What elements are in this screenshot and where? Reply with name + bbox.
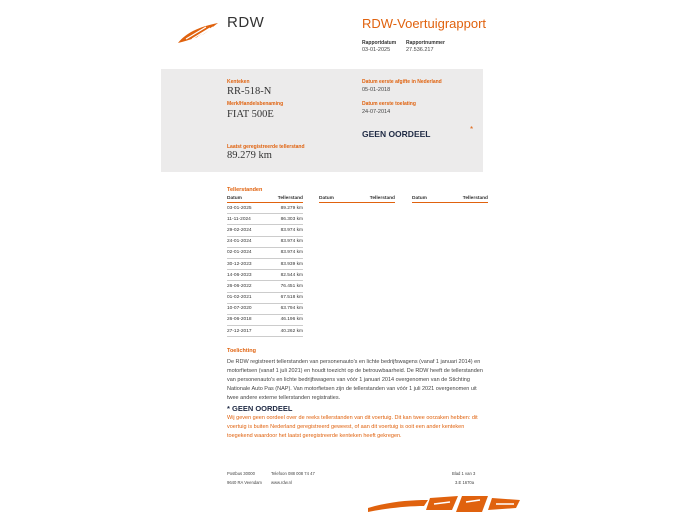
table-row bbox=[227, 258, 303, 269]
row-reading: 40.262 km bbox=[264, 326, 303, 337]
report-title: RDW-Voertuigrapport bbox=[362, 16, 487, 31]
report-number-label: Rapportnummer bbox=[406, 40, 445, 46]
rdw-logo-icon bbox=[176, 21, 220, 45]
verdict-value: GEEN OORDEEL bbox=[362, 129, 431, 139]
footer-web: www.rdw.nl bbox=[271, 480, 292, 485]
odometer-table bbox=[227, 195, 303, 337]
last-odo-label: Laatst geregistreerde tellerstand bbox=[227, 144, 305, 150]
table-row bbox=[227, 236, 303, 247]
first-nl-value: 05-01-2018 bbox=[362, 87, 391, 93]
report-date: 03-01-2025 bbox=[362, 47, 391, 53]
col-reading-header: Tellerstand bbox=[440, 195, 488, 203]
make-label: Merk/Handelsbenaming bbox=[227, 101, 284, 107]
table-row bbox=[227, 270, 303, 281]
footer-city: 9640 RA Veendam bbox=[227, 480, 262, 485]
col-reading-header: Tellerstand bbox=[347, 195, 395, 203]
row-reading: 46.196 km bbox=[264, 314, 303, 325]
odometer-header-row bbox=[227, 195, 303, 203]
verdict-star: * bbox=[470, 125, 474, 134]
row-reading: 83.974 km bbox=[264, 247, 303, 258]
col-reading-header: Tellerstand bbox=[264, 195, 303, 203]
row-date: 24-01-2024 bbox=[227, 236, 264, 247]
row-reading: 83.974 km bbox=[264, 225, 303, 236]
table-row bbox=[227, 303, 303, 314]
col-date-header: Datum bbox=[227, 195, 264, 203]
col-date-header: Datum bbox=[319, 195, 347, 203]
footer-page: Blad 1 van 3 bbox=[452, 471, 476, 476]
odometer-header-row bbox=[412, 195, 488, 203]
verdict-line: Wij geven geen oordeel over de reeks tellerstanden van dit voertuig. Dit kan twee oorzaken hebben: dit bbox=[227, 415, 478, 421]
row-date: 01-02-2021 bbox=[227, 292, 264, 303]
table-row bbox=[227, 326, 303, 337]
table-row bbox=[227, 203, 303, 214]
report-number: 27.536.217 bbox=[406, 47, 434, 53]
footer-swoosh-icon bbox=[368, 494, 528, 514]
odometer-title: Tellerstanden bbox=[227, 187, 263, 193]
verdict-heading: * GEEN OORDEEL bbox=[227, 404, 293, 413]
table-row bbox=[227, 292, 303, 303]
row-date: 03-01-2025 bbox=[227, 203, 264, 214]
plate-value: RR-518-N bbox=[227, 86, 272, 97]
row-reading: 63.794 km bbox=[264, 303, 303, 314]
plate-label: Kenteken bbox=[227, 79, 250, 85]
odometer-table-col2 bbox=[319, 195, 395, 203]
odometer-table-col3 bbox=[412, 195, 488, 203]
row-date: 30-12-2023 bbox=[227, 258, 264, 269]
verdict-line: toegekend waardoor het laatst geregistreerde kenteken heeft gekregen. bbox=[227, 433, 402, 439]
report-date-label: Rapportdatum bbox=[362, 40, 397, 46]
table-row bbox=[227, 281, 303, 292]
row-date: 29-02-2024 bbox=[227, 225, 264, 236]
table-row bbox=[227, 314, 303, 325]
footer-phone: Telefoon 088 008 74 47 bbox=[271, 471, 315, 476]
row-reading: 89.279 km bbox=[264, 203, 303, 214]
explanation-line: twee andere externe tellerstanden registraties. bbox=[227, 395, 341, 401]
brand-name: RDW bbox=[227, 14, 265, 31]
explanation-line: Nationale Auto Pas (NAP). Van motorfietsen zijn de tellerstanden van vóór 1 juli 2021 overgenomen uit bbox=[227, 386, 477, 392]
table-row bbox=[227, 247, 303, 258]
row-date: 10-07-2020 bbox=[227, 303, 264, 314]
row-date: 27-12-2017 bbox=[227, 326, 264, 337]
last-odo-value: 89.279 km bbox=[227, 150, 272, 161]
row-reading: 83.939 km bbox=[264, 258, 303, 269]
row-reading: 76.451 km bbox=[264, 281, 303, 292]
table-row bbox=[227, 214, 303, 225]
row-reading: 82.544 km bbox=[264, 270, 303, 281]
first-admission-value: 24-07-2014 bbox=[362, 109, 391, 115]
verdict-explanation bbox=[227, 414, 487, 441]
explanation-line: De RDW registreert tellerstanden van personenauto's en lichte bedrijfswagens (vanaf 1 januari 2014) en bbox=[227, 359, 481, 365]
make-value: FIAT 500E bbox=[227, 109, 274, 120]
footer-postbus: Postbus 30000 bbox=[227, 471, 255, 476]
first-admission-label: Datum eerste toelating bbox=[362, 101, 416, 107]
row-date: 02-01-2024 bbox=[227, 247, 264, 258]
row-reading: 86.303 km bbox=[264, 214, 303, 225]
row-date: 11-11-2024 bbox=[227, 214, 264, 225]
col-date-header: Datum bbox=[412, 195, 440, 203]
row-date: 26-06-2018 bbox=[227, 314, 264, 325]
explanation-title: Toelichting bbox=[227, 348, 256, 354]
row-reading: 83.974 km bbox=[264, 236, 303, 247]
table-row bbox=[227, 225, 303, 236]
verdict-line: voertuig is buiten Nederland geregistreerd geweest, of aan dit voertuig is ooit een ander kenteken bbox=[227, 424, 465, 430]
explanation-line: motorfietsen (vanaf 1 juli 2021) en houdt toezicht op de betrouwbaarheid. De RDW heeft de tellerstanden bbox=[227, 368, 483, 374]
explanation-text bbox=[227, 358, 487, 403]
row-date: 14-06-2023 bbox=[227, 270, 264, 281]
row-reading: 67.518 km bbox=[264, 292, 303, 303]
explanation-line: van personenauto's en lichte bedrijfswagens van vóór 1 januari 2014 overgenomen van de Stichting bbox=[227, 377, 470, 383]
odometer-header-row bbox=[319, 195, 395, 203]
footer-code: 3.E 1670a bbox=[455, 480, 475, 485]
first-nl-label: Datum eerste afgifte in Nederland bbox=[362, 79, 442, 85]
row-date: 26-06-2022 bbox=[227, 281, 264, 292]
